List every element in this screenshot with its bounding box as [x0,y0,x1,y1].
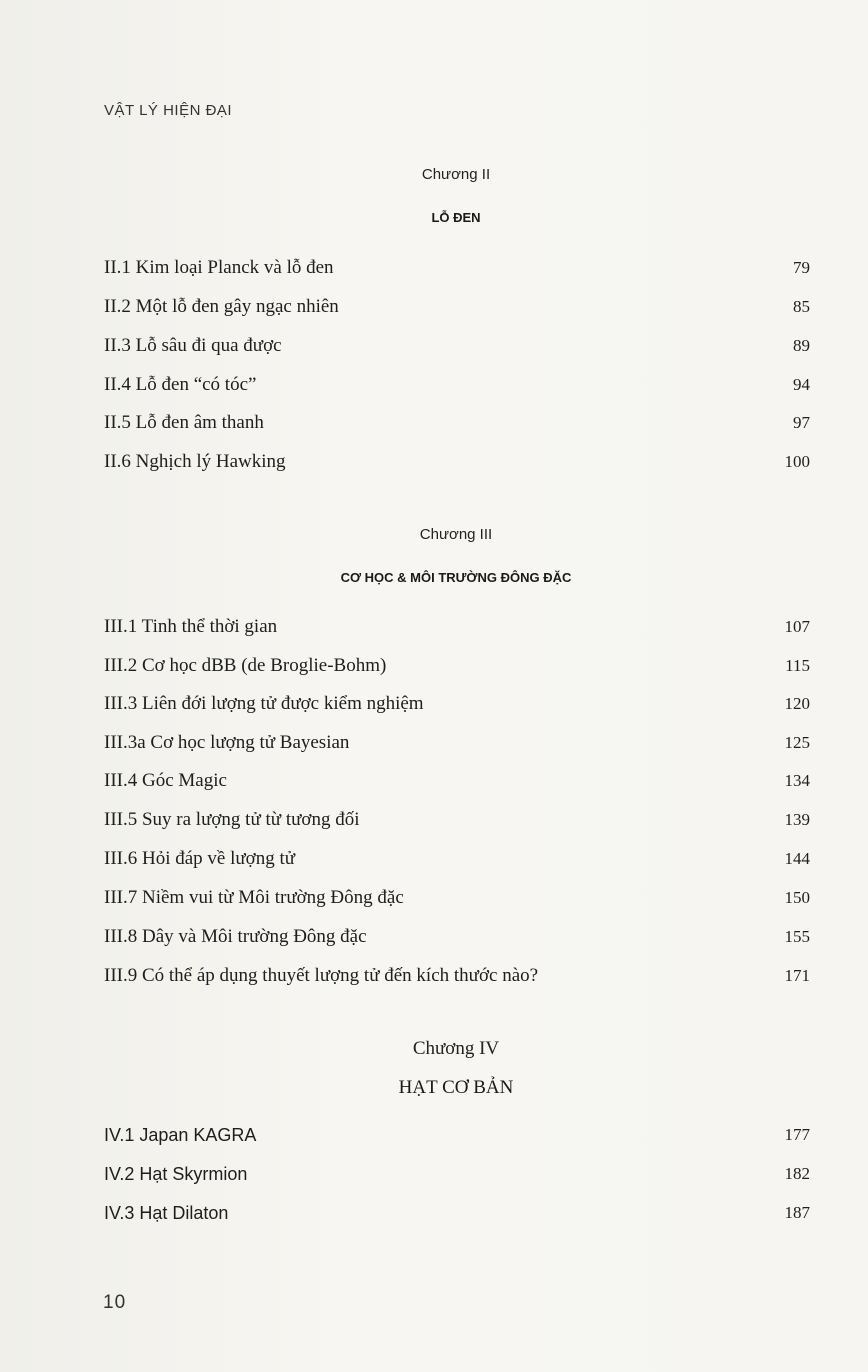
toc-entry: III.5 Suy ra lượng tử từ tương đối [104,809,360,830]
toc-entry: II.1 Kim loại Planck và lỗ đen [104,257,334,278]
chapter-label: Chương II [421,166,491,183]
toc-entry: IV.2 Hạt Skyrmion [104,1164,248,1184]
toc-entry: II.6 Nghịch lý Hawking [104,451,286,472]
toc-row [104,333,810,359]
toc-entry: III.8 Dây và Môi trường Đông đặc [104,926,367,947]
toc-row [104,1161,810,1187]
toc-page-number: 97 [793,413,810,432]
chapter-label: Chương III [419,526,493,543]
toc-row [104,294,810,320]
toc-row [104,885,810,911]
toc-entry: II.5 Lỗ đen âm thanh [104,412,264,433]
toc-page-number: 144 [784,849,810,868]
toc-page-number: 115 [785,656,810,675]
toc-page-number: 125 [784,733,810,752]
toc-page-number: 100 [784,452,810,471]
toc-entry: II.3 Lỗ sâu đi qua được [104,335,282,356]
toc-entry: III.4 Góc Magic [104,770,227,791]
toc-page-number: 177 [784,1125,810,1144]
toc-row [104,1200,810,1226]
toc-row [104,653,810,679]
toc-row [104,924,810,950]
page-number: 10 [103,1292,127,1313]
toc-row [104,1122,810,1148]
toc-row [104,768,810,794]
toc-entry: IV.3 Hạt Dilaton [104,1203,229,1223]
toc-page-number: 94 [793,375,810,394]
toc-page-number: 182 [784,1164,810,1183]
toc-row [104,372,810,398]
toc-row [104,410,810,436]
toc-page-number: 187 [784,1203,810,1222]
chapter-label: Chương IV [412,1038,500,1059]
toc-page-number: 171 [784,966,810,985]
toc-row [104,255,810,281]
toc-page-number: 139 [784,810,810,829]
toc-entry: III.2 Cơ học dBB (de Broglie-Bohm) [104,655,387,676]
toc-row [104,963,810,989]
toc-row [104,449,810,475]
toc-entry: III.7 Niềm vui từ Môi trường Đông đặc [104,887,404,908]
toc-entry: III.1 Tinh thể thời gian [104,616,278,637]
toc-entry: II.2 Một lỗ đen gây ngạc nhiên [104,296,339,317]
toc-page-number: 150 [784,888,810,907]
toc-row [104,691,810,717]
toc-page-number: 107 [784,617,810,636]
toc-page-number: 79 [793,258,810,277]
toc-entry: III.3a Cơ học lượng tử Bayesian [104,732,350,753]
toc-entry: III.9 Có thể áp dụng thuyết lượng tử đến kích thước nào? [104,965,539,986]
chapter-title: LỖ ĐEN [431,210,481,225]
toc-row [104,807,810,833]
toc-row [104,730,810,756]
chapter-title: CƠ HỌC & MÔI TRƯỜNG ĐÔNG ĐẶC [340,570,572,585]
toc-page-number: 85 [793,297,810,316]
toc-entry: III.3 Liên đới lượng tử được kiểm nghiệm [104,693,424,714]
running-header: VẬT LÝ HIỆN ĐẠI [104,102,233,119]
toc-entry: II.4 Lỗ đen “có tóc” [104,374,257,395]
toc-entry: IV.1 Japan KAGRA [104,1125,257,1145]
toc-entry: III.6 Hỏi đáp về lượng tử [104,848,296,869]
toc-page-number: 120 [784,694,810,713]
toc-page-number: 134 [784,771,810,790]
toc-page-number: 155 [784,927,810,946]
chapter-title: HẠT CƠ BẢN [398,1077,514,1098]
toc-row [104,614,810,640]
toc-page-number: 89 [793,336,810,355]
toc-row [104,846,810,872]
